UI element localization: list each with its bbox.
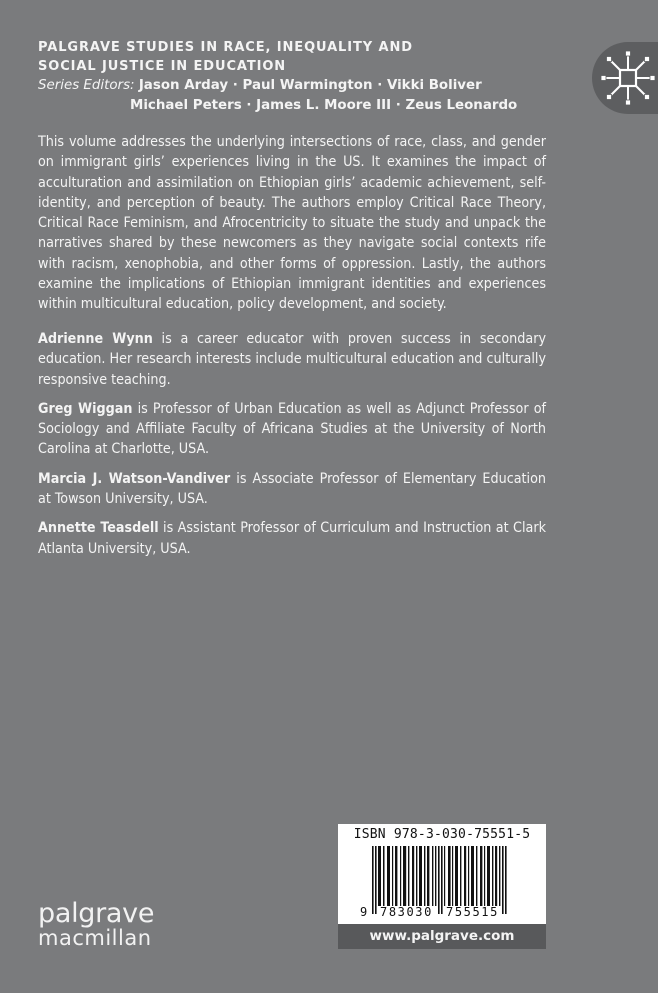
barcode-digit-first: 9 xyxy=(360,905,368,919)
author-bio xyxy=(38,329,546,390)
barcode-bars-icon xyxy=(338,824,546,924)
barcode-digits-left: 783030 xyxy=(380,905,433,919)
isbn-label: ISBN 978-3-030-75551-5 xyxy=(353,827,531,842)
author-name: Marcia J. Watson-Vandiver xyxy=(38,470,231,487)
author-bio-text: is Assistant Professor of Curriculum and Instruction at Clark Atlanta University, USA. xyxy=(38,520,546,557)
series-header xyxy=(38,38,558,116)
palgrave-logo-badge xyxy=(592,42,658,114)
author-bio-text: is Associate Professor of Elementary Education at Towson University, USA. xyxy=(38,470,546,508)
publisher-name-line2: macmillan xyxy=(38,926,152,950)
author-bio-text: is Professor of Urban Education as well as Adjunct Professor of Sociology and Affiliate Faculty of Africana Studies at the University of North Carolina at Charlotte, USA. xyxy=(38,400,546,458)
series-title-line2: SOCIAL JUSTICE IN EDUCATION xyxy=(38,59,287,74)
author-name: Adrienne Wynn xyxy=(38,331,153,347)
editors-label: Series Editors: xyxy=(38,78,135,93)
book-description: This volume addresses the underlying intersections of race, class, and gender on immigrant girls’ experiences living in the US. It examines the impact of acculturation and assimilation on Ethiopian girls’ academic achievement, self-identity, and perception of beauty. The authors employ Critical Race Theory, Critical Race Feminism, and Afrocentricity to situate the study and unpack the narratives shared by these newcomers as they navigate social contexts rife with racism, xenophobia, and other forms of oppression. Lastly, the authors examine the implications of Ethiopian immigrant identities and experiences within multicultural education, policy development, and society. xyxy=(38,134,546,313)
series-title-line1: PALGRAVE STUDIES IN RACE, INEQUALITY AND xyxy=(38,40,413,55)
isbn-barcode xyxy=(338,824,546,924)
author-name: Annette Teasdell xyxy=(38,520,159,537)
series-editors xyxy=(38,76,558,116)
author-bio xyxy=(38,469,546,510)
publisher-logo xyxy=(38,900,154,949)
author-bio-text: is a career educator with proven success in secondary education. Her research interests include multicultural education and culturally responsive teaching. xyxy=(38,331,546,388)
author-name: Greg Wiggan xyxy=(38,400,133,417)
editors-names-line2: Michael Peters · James L. Moore III · Zeus Leonardo xyxy=(130,98,518,113)
publisher-url: www.palgrave.com xyxy=(338,924,546,949)
barcode-digits-right: 755515 xyxy=(446,905,499,919)
series-title xyxy=(38,38,418,76)
author-bio xyxy=(38,399,546,460)
author-bio xyxy=(38,518,546,559)
palgrave-network-icon xyxy=(600,48,656,108)
author-bios xyxy=(38,329,546,568)
editors-names-line1: Jason Arday · Paul Warmington · Vikki Boliver xyxy=(138,78,482,93)
publisher-name-line1: palgrave xyxy=(38,898,155,929)
